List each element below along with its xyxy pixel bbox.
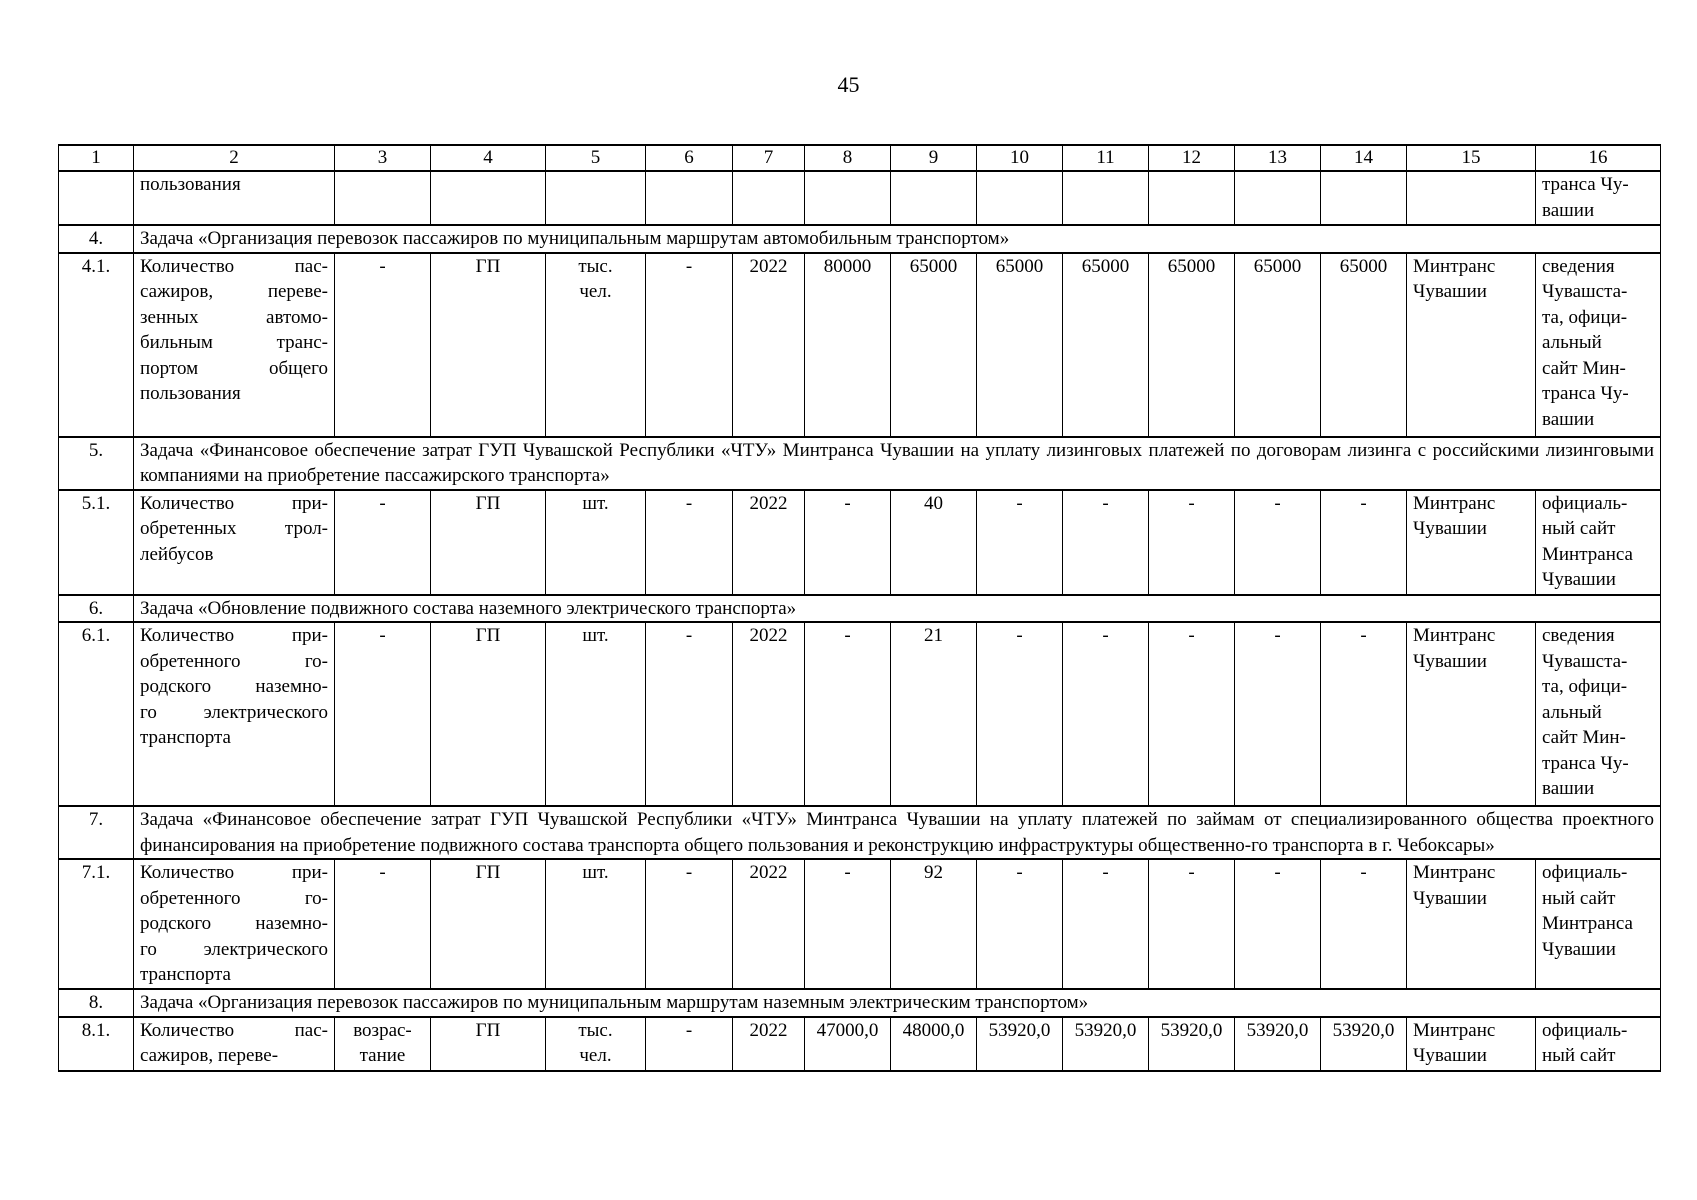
- base-value-cell: -: [646, 490, 733, 595]
- indicator-name-line: транспорта: [140, 964, 231, 985]
- header-row: [59, 145, 1661, 171]
- row-number: 4.1.: [59, 253, 134, 437]
- trend-cell: -: [335, 490, 431, 595]
- base-year-cell: 2022: [733, 253, 805, 437]
- source-cell: транса Чу- вашии: [1536, 171, 1661, 225]
- value-cell: 80000: [805, 253, 891, 437]
- row-number: 7.1.: [59, 859, 134, 989]
- value-cell: 92: [891, 859, 977, 989]
- indicator-name-line: родского наземно-: [140, 676, 328, 697]
- trend-cell: -: [335, 859, 431, 989]
- value-cell: -: [977, 859, 1063, 989]
- table-row: [59, 1017, 1661, 1071]
- indicator-name-line: Количество при-: [140, 862, 328, 883]
- task-row: [59, 595, 1661, 623]
- value-cell: 65000: [1063, 253, 1149, 437]
- table-row: [59, 171, 1661, 225]
- indicator-name-line: го электрического: [140, 701, 328, 723]
- value-cell: -: [1063, 859, 1149, 989]
- indicators-table: [58, 144, 1661, 1072]
- value-cell: -: [1235, 622, 1321, 806]
- indicator-name-line: обретенных трол-: [140, 518, 328, 539]
- responsible-cell: Минтранс Чувашии: [1407, 1017, 1536, 1071]
- column-header-16: 16: [1536, 145, 1661, 171]
- responsible-cell: Минтранс Чувашии: [1407, 622, 1536, 806]
- base-year-cell: 2022: [733, 622, 805, 806]
- indicator-name: [134, 490, 335, 595]
- base-value-cell: -: [646, 859, 733, 989]
- indicator-name-line: сажиров, переве-: [140, 281, 328, 302]
- indicator-name-line: зенных автомо-: [140, 306, 328, 328]
- column-header-7: 7: [733, 145, 805, 171]
- source-cell: официаль- ный сайт Минтранса Чувашии: [1536, 490, 1661, 595]
- task-text: Задача «Финансовое обеспечение затрат ГУП Чувашской Республики «ЧТУ» Минтранса Чувашии на уплату платежей по займам от специализированного общества проектного финансирования на приобретение подвижного состава транспорта общего пользования и реконструкцию инфраструктуры общественно-го транспорта в г. Чебоксары»: [134, 806, 1661, 859]
- value-cell: -: [1149, 490, 1235, 595]
- base-value-cell: -: [646, 622, 733, 806]
- indicator-name-line: сажиров, переве-: [140, 1045, 279, 1066]
- indicator-name-line: Количество при-: [140, 625, 328, 646]
- column-header-11: 11: [1063, 145, 1149, 171]
- unit-cell: тыс. чел.: [546, 1017, 646, 1071]
- value-cell: 65000: [977, 253, 1063, 437]
- indicator-name: пользования: [134, 171, 335, 225]
- value-cell: -: [1321, 859, 1407, 989]
- source-cell: сведения Чувашста- та, офици- альный сайт Мин- транса Чу- вашии: [1536, 253, 1661, 437]
- task-row: [59, 806, 1661, 859]
- indicator-name-line: Количество пас-: [140, 255, 328, 277]
- level-cell: ГП: [431, 859, 546, 989]
- task-number: 8.: [59, 989, 134, 1017]
- task-number: 4.: [59, 225, 134, 253]
- value-cell: 65000: [1321, 253, 1407, 437]
- indicator-name-line: обретенного го-: [140, 887, 328, 909]
- table-row: [59, 490, 1661, 595]
- value-cell: -: [1063, 490, 1149, 595]
- value-cell: -: [805, 622, 891, 806]
- column-header-10: 10: [977, 145, 1063, 171]
- level-cell: ГП: [431, 1017, 546, 1071]
- value-cell: 65000: [1235, 253, 1321, 437]
- indicator-name-line: Количество пас-: [140, 1019, 328, 1041]
- unit-cell: шт.: [546, 490, 646, 595]
- base-value-cell: -: [646, 1017, 733, 1071]
- trend-cell: -: [335, 253, 431, 437]
- value-cell: 48000,0: [891, 1017, 977, 1071]
- source-cell: официаль- ный сайт Минтранса Чувашии: [1536, 859, 1661, 989]
- column-header-13: 13: [1235, 145, 1321, 171]
- indicator-name: [134, 1017, 335, 1071]
- row-number: [59, 171, 134, 225]
- indicator-name: [134, 253, 335, 437]
- column-header-3: 3: [335, 145, 431, 171]
- column-header-9: 9: [891, 145, 977, 171]
- column-header-15: 15: [1407, 145, 1536, 171]
- value-cell: -: [977, 622, 1063, 806]
- value-cell: 53920,0: [1149, 1017, 1235, 1071]
- source-cell: сведения Чувашста- та, офици- альный сайт Мин- транса Чу- вашии: [1536, 622, 1661, 806]
- value-cell: 65000: [1149, 253, 1235, 437]
- value-cell: 21: [891, 622, 977, 806]
- value-cell: -: [805, 490, 891, 595]
- value-cell: -: [1321, 490, 1407, 595]
- value-cell: 53920,0: [1063, 1017, 1149, 1071]
- row-number: 8.1.: [59, 1017, 134, 1071]
- value-cell: 65000: [891, 253, 977, 437]
- task-text: Задача «Организация перевозок пассажиров по муниципальным маршрутам наземным электрическим транспортом»: [134, 989, 1661, 1017]
- value-cell: -: [1321, 622, 1407, 806]
- task-text: Задача «Организация перевозок пассажиров по муниципальным маршрутам автомобильным транспортом»: [134, 225, 1661, 253]
- column-header-6: 6: [646, 145, 733, 171]
- level-cell: ГП: [431, 253, 546, 437]
- value-cell: -: [1149, 859, 1235, 989]
- indicator-name-line: лейбусов: [140, 543, 214, 565]
- page-number: 45: [837, 72, 860, 97]
- indicator-name: [134, 859, 335, 989]
- value-cell: 40: [891, 490, 977, 595]
- responsible-cell: Минтранс Чувашии: [1407, 490, 1536, 595]
- task-row: [59, 437, 1661, 490]
- column-header-12: 12: [1149, 145, 1235, 171]
- responsible-cell: Минтранс Чувашии: [1407, 859, 1536, 989]
- trend-cell: -: [335, 622, 431, 806]
- indicator-name-line: родского наземно-: [140, 913, 328, 934]
- trend-cell: возрас- тание: [335, 1017, 431, 1071]
- indicator-name-line: обретенного го-: [140, 650, 328, 672]
- task-number: 6.: [59, 595, 134, 623]
- value-cell: -: [1235, 490, 1321, 595]
- task-row: [59, 989, 1661, 1017]
- value-cell: -: [977, 490, 1063, 595]
- value-cell: -: [1149, 622, 1235, 806]
- task-number: 7.: [59, 806, 134, 859]
- unit-cell: шт.: [546, 859, 646, 989]
- level-cell: ГП: [431, 622, 546, 806]
- source-cell: официаль- ный сайт: [1536, 1017, 1661, 1071]
- column-header-5: 5: [546, 145, 646, 171]
- value-cell: -: [1063, 622, 1149, 806]
- task-row: [59, 225, 1661, 253]
- table-row: [59, 859, 1661, 989]
- value-cell: -: [805, 859, 891, 989]
- column-header-4: 4: [431, 145, 546, 171]
- base-year-cell: 2022: [733, 1017, 805, 1071]
- base-year-cell: 2022: [733, 859, 805, 989]
- indicator-name-line: бильным транс-: [140, 332, 328, 353]
- table-row: [59, 622, 1661, 806]
- task-text: Задача «Обновление подвижного состава наземного электрического транспорта»: [134, 595, 1661, 623]
- value-cell: -: [1235, 859, 1321, 989]
- column-header-1: 1: [59, 145, 134, 171]
- responsible-cell: Минтранс Чувашии: [1407, 253, 1536, 437]
- value-cell: 53920,0: [1321, 1017, 1407, 1071]
- level-cell: ГП: [431, 490, 546, 595]
- row-number: 5.1.: [59, 490, 134, 595]
- indicator-name: [134, 622, 335, 806]
- table-row: [59, 253, 1661, 437]
- base-value-cell: -: [646, 253, 733, 437]
- indicator-name-line: пользования: [140, 383, 241, 404]
- base-year-cell: 2022: [733, 490, 805, 595]
- value-cell: 47000,0: [805, 1017, 891, 1071]
- task-text: Задача «Финансовое обеспечение затрат ГУП Чувашской Республики «ЧТУ» Минтранса Чувашии на уплату лизинговых платежей по договорам лизинга с российскими лизинговыми компаниями на приобретение пассажирского транспорта»: [134, 437, 1661, 490]
- value-cell: 53920,0: [1235, 1017, 1321, 1071]
- indicator-name-line: портом общего: [140, 357, 328, 379]
- column-header-2: 2: [134, 145, 335, 171]
- column-header-14: 14: [1321, 145, 1407, 171]
- unit-cell: шт.: [546, 622, 646, 806]
- value-cell: 53920,0: [977, 1017, 1063, 1071]
- column-header-8: 8: [805, 145, 891, 171]
- indicator-name-line: Количество при-: [140, 492, 328, 514]
- task-number: 5.: [59, 437, 134, 490]
- unit-cell: тыс. чел.: [546, 253, 646, 437]
- indicator-name-line: транспорта: [140, 727, 231, 748]
- indicator-name-line: го электрического: [140, 938, 328, 960]
- row-number: 6.1.: [59, 622, 134, 806]
